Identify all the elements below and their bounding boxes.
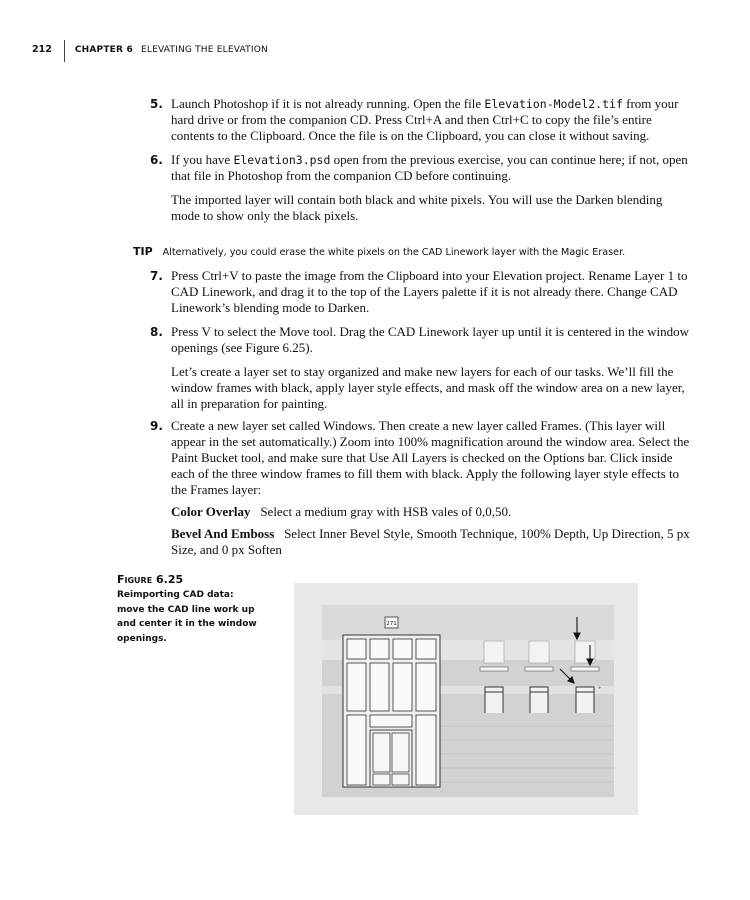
step-text: Press Ctrl+V to paste the image from the Clipboard into your Elevation project. Rename Layer 1 to CAD Linework, and drag it to the top of the Layers palette if it is not already there. Change CAD Linework’s blending mode to Darken. [171,268,688,315]
address-sign [385,617,398,628]
figure-caption-block [117,573,257,646]
step-7 [150,268,690,316]
step-text-part: open from the previous exercise, you can continue here; if not, open that file in Photoshop from the companion CD before continuing. [171,152,688,183]
step-number: 9. [150,419,163,433]
figure-6-25-image [294,583,638,815]
effect-desc: Select Inner Bevel Style, Smooth Technique, 100% Depth, Up Direction, 5 px Size, and 0 px Soften [171,526,690,557]
figure-title: Figure 6.25 [117,573,184,586]
step-text [171,152,690,184]
step-6-note: The imported layer will contain both black and white pixels. You will use the Darken blending mode to show only the black pixels. [171,192,663,223]
page-number: 212 [32,44,52,55]
elevation-illustration [294,583,638,815]
effect-desc: Select a medium gray with HSB vales of 0,0,50. [260,504,512,519]
file-name: Elevation-Model2.tif [484,97,623,111]
chapter-title: ELEVATING THE ELEVATION [140,45,268,55]
step-text: Press V to select the Move tool. Drag the CAD Linework layer up until it is centered in the window openings (see Figure 6.25). [171,324,689,355]
step-9 [150,418,690,498]
figure-caption: Reimporting CAD data: move the CAD line work up and center it in the window openings. [117,590,257,644]
svg-text:+: + [598,685,602,690]
file-name: Elevation3.psd [233,153,331,167]
step-number: 7. [150,269,163,283]
step-text-part: from your hard drive or from the companion CD. Press Ctrl+A and then Ctrl+C to copy the file’s entire contents to the Clipboard. Once the file is on the Clipboard, you can close it without saving. [171,96,679,143]
step-6 [150,152,690,184]
tip-text: Alternatively, you could erase the white pixels on the CAD Linework layer with the Magic Eraser. [162,247,626,258]
chapter-label: CHAPTER 6 [74,45,133,55]
running-header [32,40,268,62]
effect-bevel-emboss [171,526,690,558]
storefront-entrance [343,635,440,787]
step-8-note: Let’s create a layer set to stay organized and make new layers for each of our tasks. We’ll fill the window frames with black, apply layer style effects, and mask off the window area on a new layer, all in preparation for painting. [171,364,685,411]
step-5 [150,96,690,144]
header-divider [64,40,65,62]
tip-label: TIP [133,245,153,258]
step-text: Create a new layer set called Windows. Then create a new layer called Frames. (This layer will appear in the set automatically.) Zoom into 100% magnification around the window area. Select the Paint Bucket tool, and make sure that Use All Layers is checked on the Options bar. Click inside each of the three window frames to fill them with black. Apply the following layer style effects to the Frames layer: [171,418,690,497]
step-text-part: Launch Photoshop if it is not already running. Open the file [171,96,485,111]
svg-text:271: 271 [386,621,397,627]
step-number: 8. [150,325,163,339]
step-text-part: If you have [171,152,234,167]
effect-term: Bevel And Emboss [171,526,275,541]
step-text [171,96,690,144]
step-number: 6. [150,153,163,167]
step-number: 5. [150,97,163,111]
effect-color-overlay [171,504,690,520]
effect-term: Color Overlay [171,504,251,519]
step-8 [150,324,690,356]
tip-box [133,242,703,260]
